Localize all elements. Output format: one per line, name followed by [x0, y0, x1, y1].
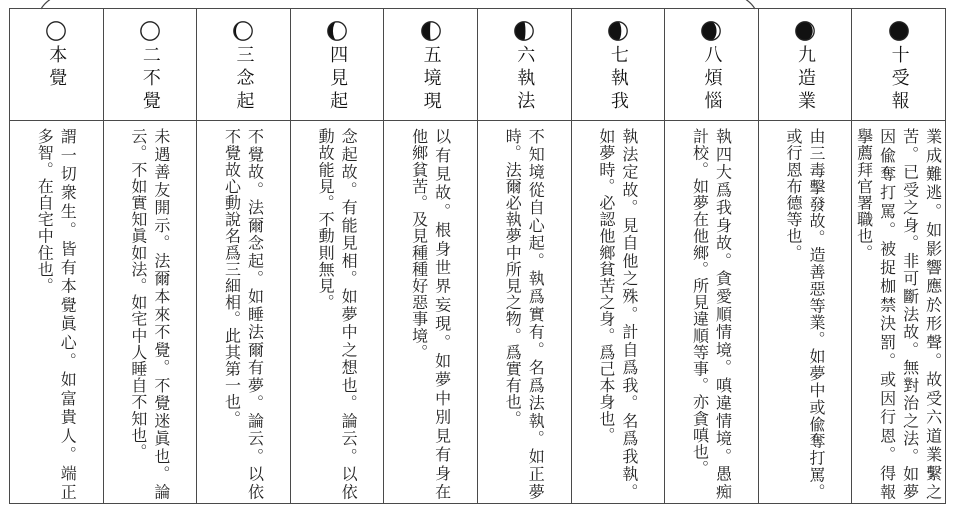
partially-filled-circle-icon — [607, 20, 629, 42]
description-line: 不知境從自心起。執爲實有。名爲法執。如正夢 — [526, 128, 546, 500]
ten-stages-table — [9, 8, 946, 504]
description-line: 如夢時。必認他鄉貧苦之身。爲己本身也。 — [596, 128, 616, 444]
stage-label: 九造業 — [795, 45, 817, 114]
circle-shade — [141, 22, 150, 40]
stage-header — [759, 9, 852, 121]
stage-header — [852, 9, 945, 121]
description-line: 由三毒擊發故。造善惡等業。如夢中或偸奪打罵。 — [807, 128, 827, 500]
partially-filled-circle-icon — [139, 20, 161, 42]
description-line: 多智。在自宅中住也。 — [35, 128, 55, 294]
stage-column — [852, 9, 945, 503]
partially-filled-circle-icon — [513, 20, 535, 42]
stage-label: 八煩惱 — [701, 45, 723, 114]
description-line: 執四大爲我身故。貪愛順情境。嗔違情境。愚痴 — [713, 128, 733, 500]
description-line: 他鄉貧苦。及見種種好惡事境。 — [409, 128, 429, 361]
description-line: 謂一切衆生。皆有本覺眞心。如富貴人。端正 — [58, 128, 78, 500]
stage-column — [665, 9, 759, 503]
stage-description — [10, 121, 103, 503]
description-line: 念起故。有能見相。如夢中之想也。論云。以依 — [339, 128, 359, 500]
stage-description — [104, 121, 197, 503]
stage-label: 十受報 — [888, 45, 910, 114]
partially-filled-circle-icon — [794, 20, 816, 42]
stage-label: 本覺 — [46, 45, 68, 91]
stage-header — [665, 9, 758, 121]
partially-filled-circle-icon — [420, 20, 442, 42]
stage-label: 四見起 — [327, 45, 349, 114]
partially-filled-circle-icon — [700, 20, 722, 42]
stage-header — [572, 9, 665, 121]
stage-label: 二不覺 — [139, 45, 161, 114]
stage-description — [665, 121, 758, 503]
stage-column — [384, 9, 478, 503]
stage-label: 七執我 — [607, 45, 629, 114]
stage-description — [197, 121, 290, 503]
description-line: 或行恩布德等也。 — [784, 128, 804, 261]
description-line: 因偸奪打罵。被捉枷禁決罰。或因行恩。得報 — [877, 128, 897, 500]
stage-header — [384, 9, 477, 121]
partially-filled-circle-icon — [232, 20, 254, 42]
description-line: 云。不如實知眞如法。如宅中人睡自不知也。 — [128, 128, 148, 460]
circle-shade — [421, 22, 430, 40]
stage-label: 六執法 — [514, 45, 536, 114]
circle-shade — [515, 22, 526, 40]
stage-header — [10, 9, 103, 121]
stage-label: 三念起 — [233, 45, 255, 114]
stage-description — [478, 121, 571, 503]
filled-circle-icon — [888, 20, 910, 42]
stage-header — [291, 9, 384, 121]
description-line: 以有見故。根身世界妄現。如夢中別見有身在 — [432, 128, 452, 500]
circle-shade — [234, 22, 243, 40]
stage-label: 五境現 — [420, 45, 442, 114]
description-line: 不覺故心動說名爲三細相。此其第一也。 — [222, 128, 242, 427]
partially-filled-circle-icon — [326, 20, 348, 42]
stage-header — [104, 9, 197, 121]
empty-circle-icon — [45, 20, 67, 42]
stage-column — [197, 9, 291, 503]
stage-description — [384, 121, 477, 503]
stage-column — [759, 9, 853, 503]
description-line: 擧薦拜官署職也。 — [854, 128, 874, 261]
description-line: 動故能見。不動則無見。 — [316, 128, 336, 311]
stage-description — [291, 121, 384, 503]
stage-header — [478, 9, 571, 121]
circle-shade — [328, 22, 337, 40]
description-line: 業成難逃。如影響應於形聲。故受六道業繫之 — [923, 128, 943, 500]
stage-description — [852, 121, 945, 503]
stage-column — [478, 9, 572, 503]
description-line: 不覺故。法爾念起。如睡法爾有夢。論云。以依 — [245, 128, 265, 500]
stage-header — [197, 9, 290, 121]
stage-column — [104, 9, 198, 503]
stage-column — [291, 9, 385, 503]
stage-description — [572, 121, 665, 503]
description-line: 時。法爾必執夢中所見之物。爲實有也。 — [503, 128, 523, 427]
description-line: 計校。如夢在他鄉。所見違順等事。亦貪嗔也。 — [690, 128, 710, 477]
stage-description — [759, 121, 852, 503]
description-line: 苦。已受之身。非可斷法故。無對治之法。如夢 — [900, 128, 920, 500]
stage-column — [10, 9, 104, 503]
description-line: 未遇善友開示。法爾本來不覺。不覺迷眞也。論 — [151, 128, 171, 500]
description-line: 執法定故。見自他之殊。計自爲我。名爲我執。 — [619, 128, 639, 500]
stage-column — [572, 9, 666, 503]
